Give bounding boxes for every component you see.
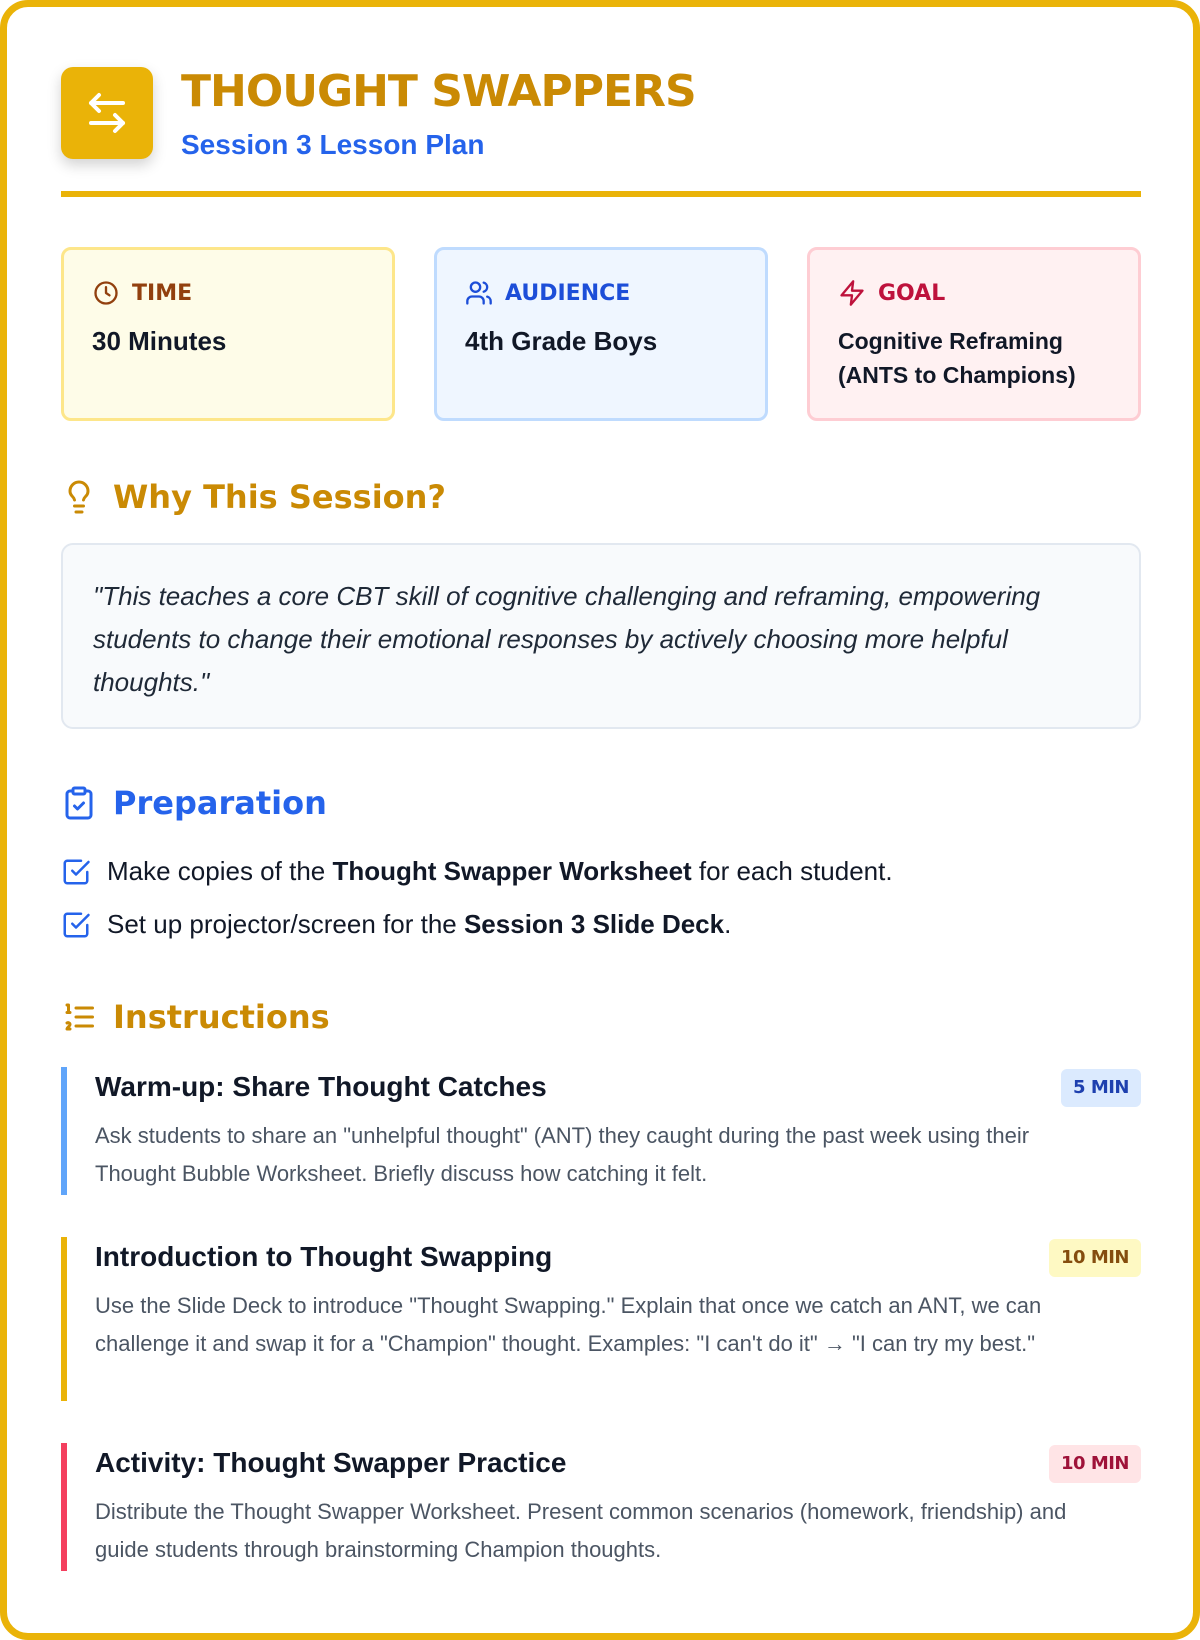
preparation-heading (61, 781, 327, 825)
content (61, 66, 1141, 1562)
time-value: 30 Minutes (92, 326, 227, 356)
list-item (61, 898, 1141, 951)
time-card (61, 247, 395, 421)
why-quote: "This teaches a core CBT skill of cognitive challenging and reframing, empowering students to change their emotional responses by actively choosing more helpful thoughts." (61, 543, 1141, 729)
goal-card (807, 247, 1141, 421)
clipboard-check-icon (61, 785, 97, 821)
duration-badge: 10 MIN (1049, 1445, 1141, 1483)
instructions-title: Instructions (113, 998, 330, 1036)
goal-value-line1: Cognitive Reframing (838, 328, 1063, 354)
prep-item-text: Set up projector/screen for the Session 3 Slide Deck. (107, 909, 732, 939)
page-title: THOUGHT SWAPPERS (181, 66, 696, 117)
goal-value-line2: (ANTS to Champions) (838, 362, 1076, 388)
instruction-step (61, 1443, 1141, 1571)
instruction-step (61, 1237, 1141, 1401)
instructions-heading (61, 995, 330, 1039)
step-title: Warm-up: Share Thought Catches (95, 1071, 547, 1102)
clock-icon (92, 279, 120, 307)
step-description: Ask students to share an "unhelpful thought" (ANT) they caught during the past week using their Thought Bubble Worksheet. Briefly discuss how catching it felt. (95, 1123, 1030, 1186)
time-label: TIME (132, 280, 193, 306)
checkbox-checked-icon (61, 910, 91, 940)
preparation-list (61, 845, 1141, 951)
prep-item-text: Make copies of the Thought Swapper Worksheet for each student. (107, 856, 893, 886)
why-section-heading (61, 475, 446, 519)
swap-arrows-icon (61, 67, 153, 159)
goal-label: GOAL (878, 280, 946, 306)
duration-badge: 5 MIN (1061, 1069, 1141, 1107)
step-title: Activity: Thought Swapper Practice (95, 1447, 567, 1478)
list-item (61, 845, 1141, 898)
step-title: Introduction to Thought Swapping (95, 1241, 553, 1272)
step-description: Distribute the Thought Swapper Worksheet. Present common scenarios (homework, friendship) and guide students through brainstorming Champion thoughts. (95, 1499, 1067, 1562)
preparation-title: Preparation (113, 784, 327, 822)
goal-value (838, 324, 1110, 392)
lightning-icon (838, 279, 866, 307)
instruction-step (61, 1067, 1141, 1195)
checkbox-checked-icon (61, 857, 91, 887)
numbered-list-icon (61, 999, 97, 1035)
why-title: Why This Session? (113, 478, 446, 516)
users-icon (465, 279, 493, 307)
lightbulb-icon (61, 479, 97, 515)
audience-value: 4th Grade Boys (465, 326, 658, 356)
audience-label: AUDIENCE (505, 280, 631, 306)
audience-card (434, 247, 768, 421)
info-cards (61, 247, 1141, 421)
header (61, 67, 1141, 197)
page-subtitle: Session 3 Lesson Plan (181, 129, 485, 160)
duration-badge: 10 MIN (1049, 1239, 1141, 1277)
step-description: Use the Slide Deck to introduce "Thought Swapping." Explain that once we catch an ANT, we can challenge it and swap it for a "Champion" thought. Examples: "I can't do it" → "I can try my best." (95, 1293, 1042, 1356)
